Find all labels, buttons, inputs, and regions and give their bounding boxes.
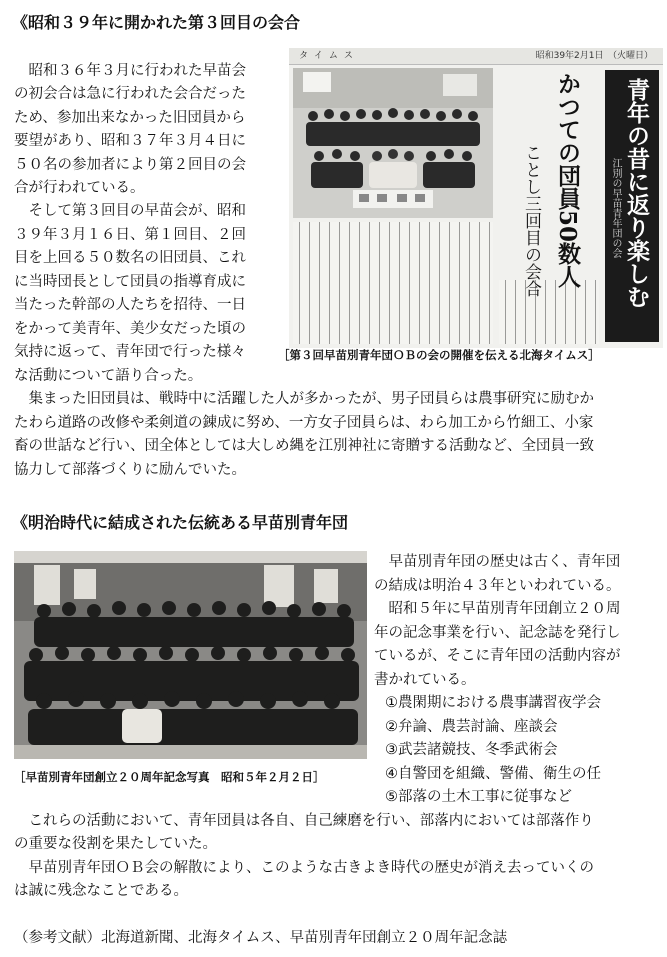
para1-line: ３９年３月１６日、第１回目、２回 [14,227,246,243]
clipping-masthead-title: タイムス [299,51,359,61]
anniversary-group-photo [14,551,367,759]
para1-line: 合が行われている。 [14,180,145,196]
activity-item: ③武芸諸競技、冬季武術会 [385,742,558,758]
para1-line: ５０名の参加者により第２回目の会 [14,157,246,173]
para1-line: 当たった幹部の人たちを招待、一日 [14,297,246,313]
activity-item: ⑤部落の土木工事に従事など [385,789,572,805]
clipping-masthead [289,48,663,65]
activity-item: ①農閑期における農事講習夜学会 [385,695,601,711]
closing-line: の重要な役割を果たしていた。 [14,836,217,852]
clipping-headline-banner [605,70,659,342]
clipping-body-text [293,222,493,344]
closing-line: これらの活動において、青年団員は各自、自己練磨を行い、部落内においては部落作り [14,813,594,829]
para2-line: 集まった旧団員は、戦時中に活躍した人が多かったが、男子団員らは農事研究に励むか [14,391,594,407]
clipping-body-text [499,280,599,344]
para1-line: に当時団長として団員の指導育成に [14,274,246,290]
clipping-banner-sub: 江別の早苗青年団の会 [610,158,621,258]
para3-line: 書かれている。 [374,672,476,688]
para3-line: 昭和５年に早苗別青年団創立２０周 [374,601,621,617]
para1-line: 要望があり、昭和３７年３月４日に [14,133,246,149]
para3-line: 早苗別青年団の歴史は古く、青年団 [374,554,621,570]
para1-line: をかって美青年、美少女だった頃の [14,321,246,337]
newspaper-clipping [289,48,663,348]
clipping-banner-text: 青年の昔に返り楽しむ [623,78,649,308]
clipping-caption: ［第３回早苗別青年団ＯＢの会の開催を伝える北海タイムス］ [278,348,600,362]
activity-item: ②弁論、農芸討論、座談会 [385,719,558,735]
section2-heading: 《明治時代に結成された伝統ある早苗別青年団 [12,513,349,532]
activity-item: ④自警団を組織、警備、衛生の任 [385,766,601,782]
para1-line: 目を上回る５０数名の旧団員、これ [14,250,246,266]
clipping-headline-main: かつての団員50数人 [554,72,581,289]
section1-heading: 《昭和３９年に開かれた第３回目の会合 [12,13,301,32]
closing-line: は誠に残念なことである。 [14,883,188,899]
para3-line: の結成は明治４３年といわれている。 [374,578,621,594]
clipping-date: 昭和39年2月1日 （火曜日） [535,51,653,61]
para1-line: ため、参加出来なかった旧団員から [14,110,246,126]
closing-line: 早苗別青年団ＯＢ会の解散により、このような古きよき時代の歴史が消え去っていくの [14,860,594,876]
para3-line: ているが、そこに青年団の活動内容が [374,648,621,664]
para1-line: の初会合は急に行われた会合だった [14,86,246,102]
para1-line: な活動について語り合った。 [14,368,203,384]
para2-line: 協力して部落づくりに励んでいた。 [14,462,246,478]
para2-line: 畜の世話など行い、団全体としては大しめ縄を江別神社に寄贈する活動など、全団員一致 [14,438,594,454]
clipping-headline-second: ことし三回目の会合 [521,144,541,297]
para2-line: たわら道路の改修や柔剣道の錬成に努め、一方女子団員らは、わら加工から竹細工、小家 [14,415,594,431]
para1-line: そして第３回目の早苗会が、昭和 [14,203,246,219]
para1-line: 気持に返って、青年団で行った様々 [14,344,246,360]
photo-caption: ［早苗別青年団創立２０周年記念写真 昭和５年２月２日］ [14,770,325,784]
clipping-group-photo [293,68,493,218]
references: （参考文献）北海道新聞、北海タイムス、早苗別青年団創立２０周年記念誌 [14,930,508,946]
para1-line: 昭和３６年３月に行われた早苗会 [14,63,246,79]
para3-line: 年の記念事業を行い、記念誌を発行し [374,625,621,641]
